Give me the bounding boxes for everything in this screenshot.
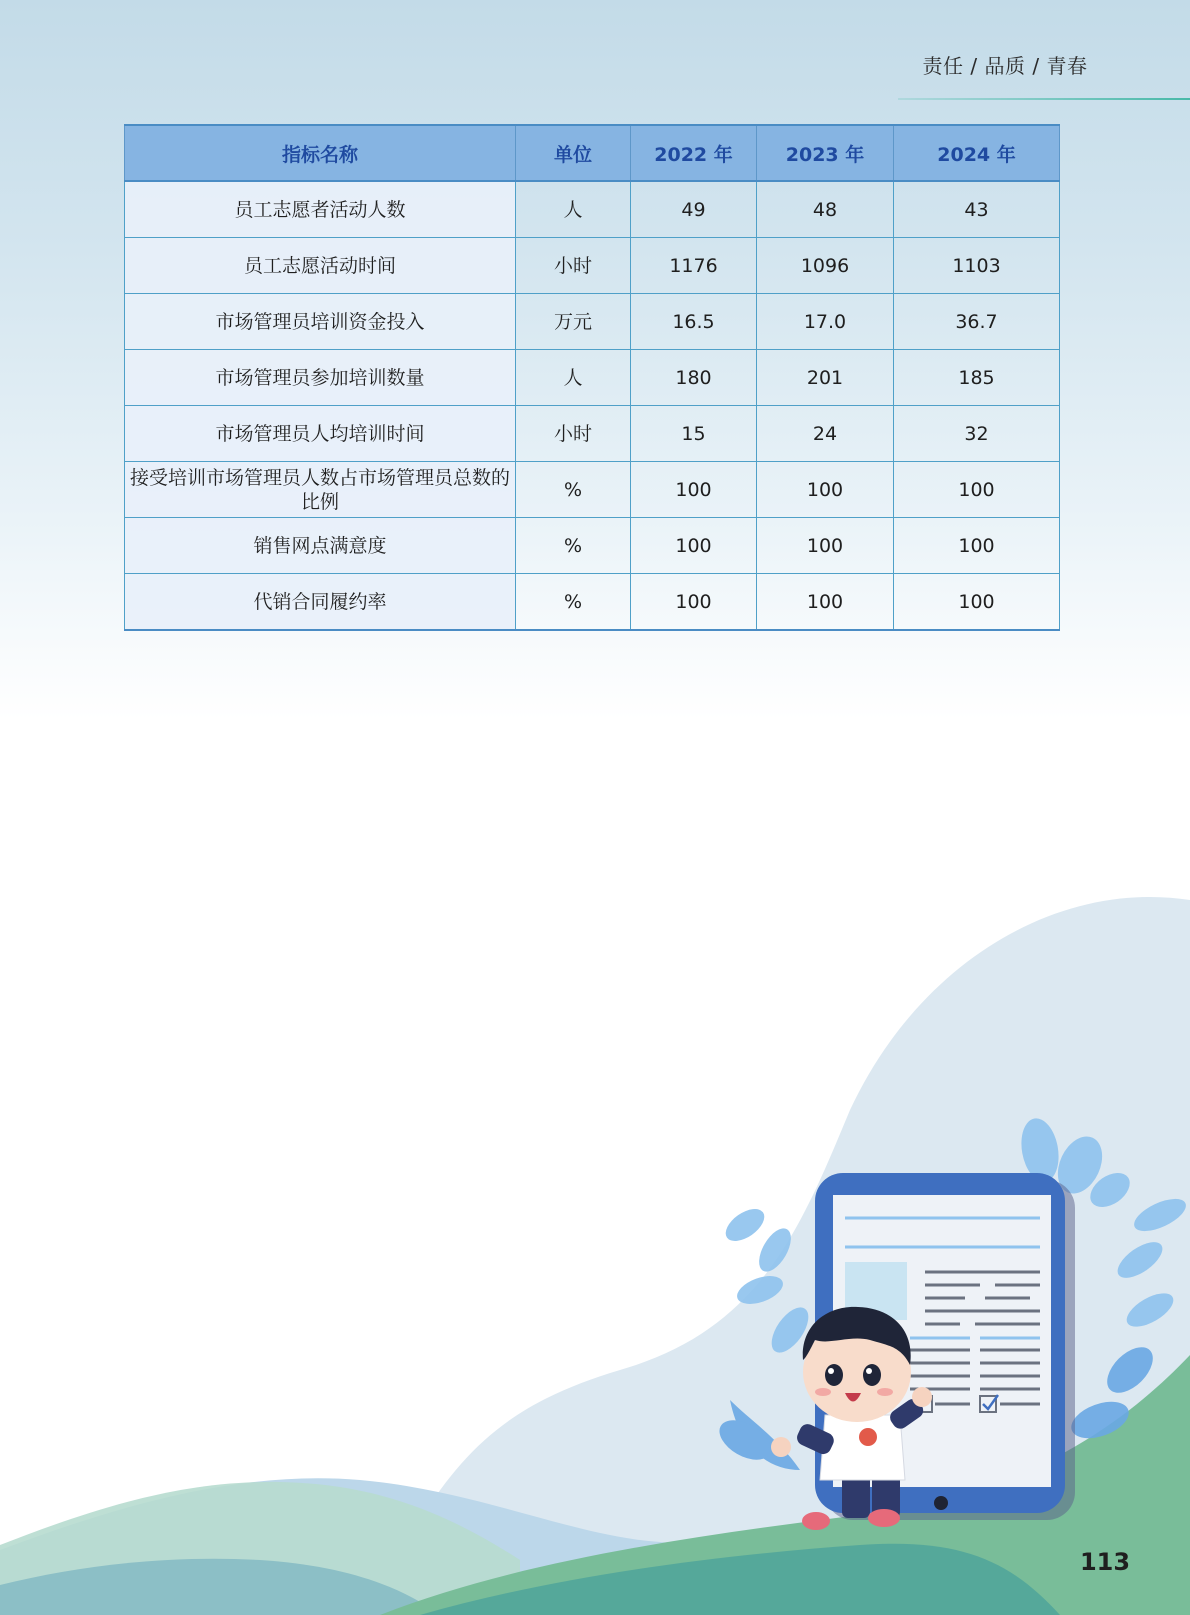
cell-2023: 17.0 bbox=[757, 294, 894, 350]
cell-indicator: 代销合同履约率 bbox=[125, 574, 516, 631]
cell-indicator: 员工志愿者活动人数 bbox=[125, 181, 516, 238]
cell-unit: % bbox=[516, 462, 631, 518]
cell-2023: 100 bbox=[757, 462, 894, 518]
cell-2023: 201 bbox=[757, 350, 894, 406]
cell-2024: 36.7 bbox=[894, 294, 1060, 350]
table-row bbox=[125, 406, 1060, 462]
indicator-table-wrapper bbox=[124, 124, 1059, 631]
header-year-2022: 2022 年 bbox=[631, 125, 757, 181]
cell-2022: 15 bbox=[631, 406, 757, 462]
table-header-row bbox=[125, 125, 1060, 181]
decorative-illustration bbox=[0, 880, 1190, 1615]
cell-unit: % bbox=[516, 518, 631, 574]
table-row bbox=[125, 294, 1060, 350]
table-row bbox=[125, 350, 1060, 406]
cell-unit: 万元 bbox=[516, 294, 631, 350]
cell-2023: 1096 bbox=[757, 238, 894, 294]
cell-indicator: 接受培训市场管理员人数占市场管理员总数的比例 bbox=[125, 462, 516, 518]
cell-2023: 100 bbox=[757, 518, 894, 574]
header-rule bbox=[898, 98, 1190, 100]
cell-unit: 人 bbox=[516, 181, 631, 238]
cell-2022: 180 bbox=[631, 350, 757, 406]
cell-2022: 100 bbox=[631, 574, 757, 631]
cell-indicator: 销售网点满意度 bbox=[125, 518, 516, 574]
cell-2022: 1176 bbox=[631, 238, 757, 294]
cell-unit: 小时 bbox=[516, 406, 631, 462]
table-row bbox=[125, 518, 1060, 574]
cell-indicator: 员工志愿活动时间 bbox=[125, 238, 516, 294]
table-row bbox=[125, 462, 1060, 518]
cell-indicator: 市场管理员培训资金投入 bbox=[125, 294, 516, 350]
cell-unit: 小时 bbox=[516, 238, 631, 294]
cell-2023: 24 bbox=[757, 406, 894, 462]
header-year-2024: 2024 年 bbox=[894, 125, 1060, 181]
page-number: 113 bbox=[1079, 1548, 1131, 1576]
cell-2022: 49 bbox=[631, 181, 757, 238]
cell-unit: % bbox=[516, 574, 631, 631]
cell-2024: 100 bbox=[894, 462, 1060, 518]
table-row bbox=[125, 238, 1060, 294]
header-indicator-name: 指标名称 bbox=[125, 125, 516, 181]
cell-2024: 100 bbox=[894, 518, 1060, 574]
header-unit: 单位 bbox=[516, 125, 631, 181]
cell-2022: 100 bbox=[631, 462, 757, 518]
cell-2022: 16.5 bbox=[631, 294, 757, 350]
header-year-2023: 2023 年 bbox=[757, 125, 894, 181]
cell-2023: 100 bbox=[757, 574, 894, 631]
cell-2024: 32 bbox=[894, 406, 1060, 462]
cell-2024: 185 bbox=[894, 350, 1060, 406]
cell-2024: 1103 bbox=[894, 238, 1060, 294]
section-header-label: 责任 / 品质 / 青春 bbox=[922, 54, 1088, 78]
table-row bbox=[125, 574, 1060, 631]
cell-indicator: 市场管理员人均培训时间 bbox=[125, 406, 516, 462]
cell-unit: 人 bbox=[516, 350, 631, 406]
cell-2024: 100 bbox=[894, 574, 1060, 631]
cell-2024: 43 bbox=[894, 181, 1060, 238]
cell-2023: 48 bbox=[757, 181, 894, 238]
cell-indicator: 市场管理员参加培训数量 bbox=[125, 350, 516, 406]
cell-2022: 100 bbox=[631, 518, 757, 574]
indicator-table bbox=[124, 124, 1060, 631]
table-row bbox=[125, 181, 1060, 238]
